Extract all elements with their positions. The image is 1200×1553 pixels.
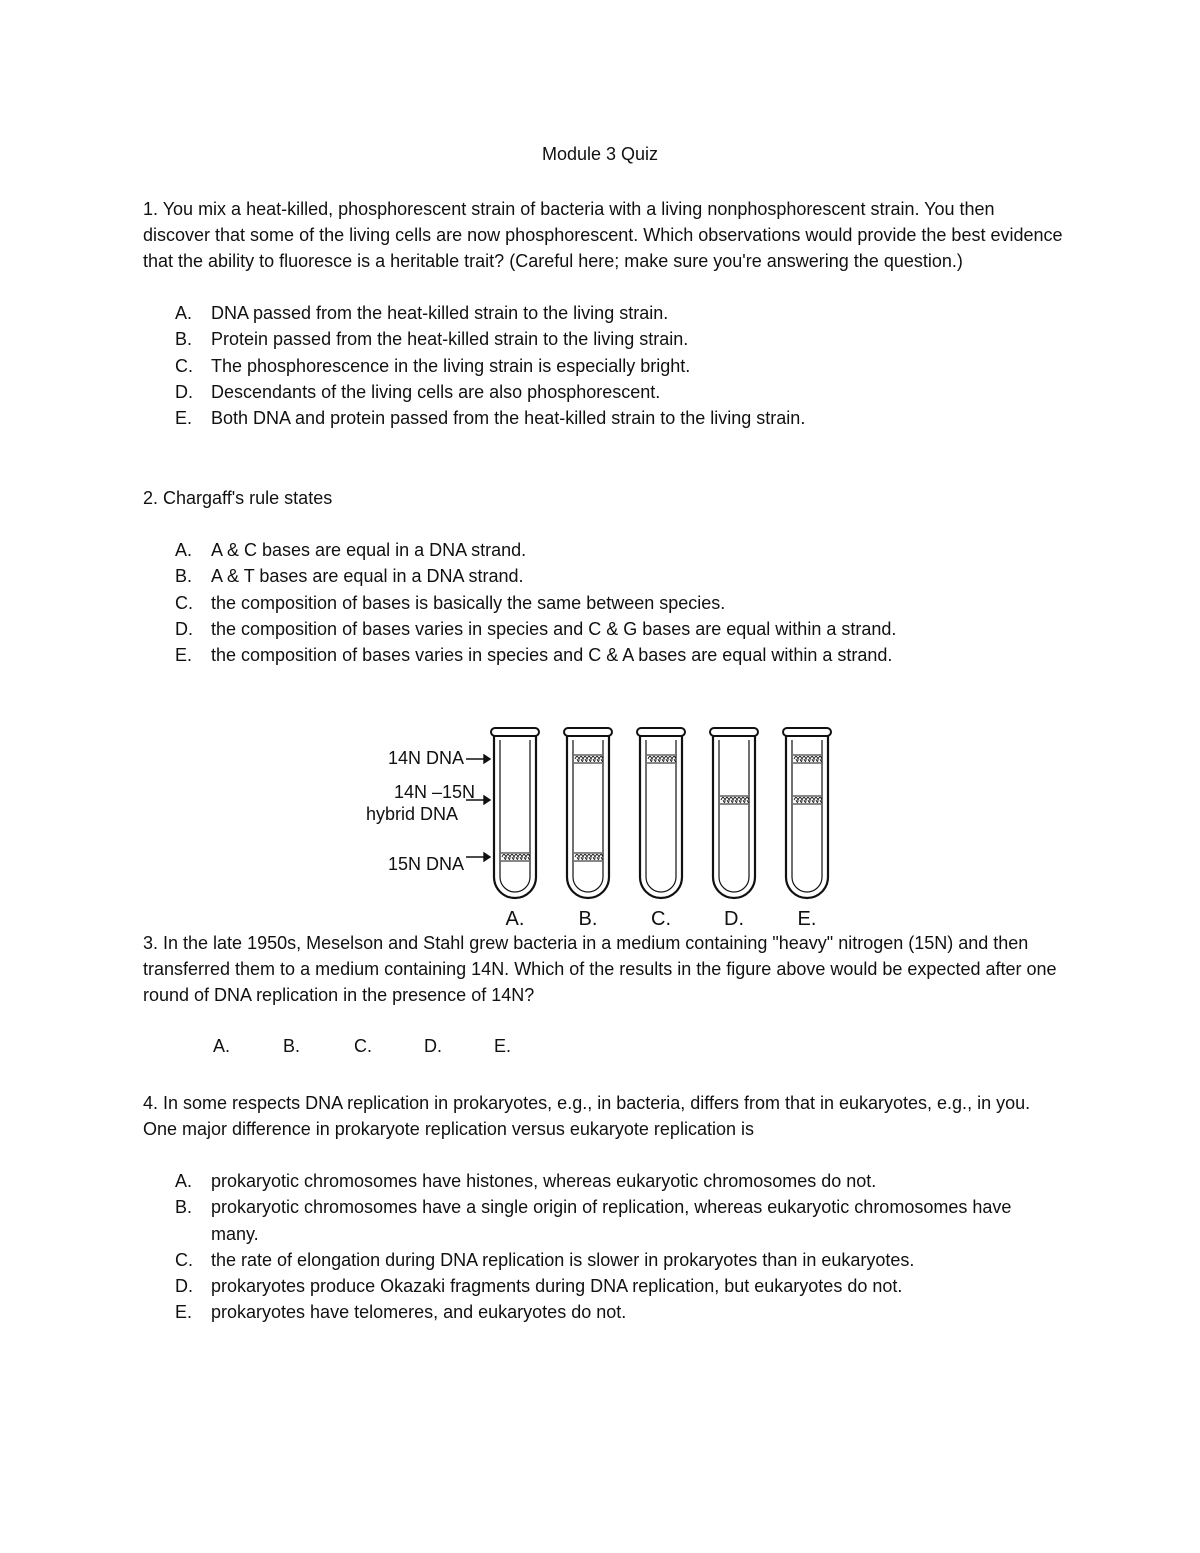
question-4-text: 4. In some respects DNA replication in prokaryotes, e.g., in bacteria, differs from that in eukaryotes, e.g., in you. One major difference in prokaryote replication versus eukaryote replication is (143, 1093, 1031, 1139)
question-4-option-d[interactable]: D. prokaryotes produce Okazaki fragments during DNA replication, but eukaryotes do not. (175, 1276, 903, 1297)
question-2-option-c[interactable]: C. the composition of bases is basically the same between species. (175, 592, 726, 613)
question-2-options (143, 537, 1063, 668)
tube-label: E. (797, 908, 817, 930)
question-4-option-b[interactable]: B. prokaryotic chromosomes have a single origin of replication, whereas eukaryotic chromosomes have many. (175, 1197, 1012, 1244)
test-tube-diagram (360, 720, 840, 930)
question-3-option-a[interactable]: A. (213, 1036, 231, 1056)
question-3-option-d[interactable]: D. (424, 1036, 442, 1056)
test-tube-a (491, 728, 539, 930)
page-title: Module 3 Quiz (541, 144, 659, 164)
tube-label: B. (578, 908, 598, 930)
question-1-option-a[interactable]: A. DNA passed from the heat-killed strain to the living strain. (175, 303, 669, 323)
question-3-options (143, 1036, 743, 1062)
dna-band-15n (501, 853, 530, 861)
question-3-option-e[interactable]: E. (494, 1036, 512, 1056)
question-4-options (143, 1168, 1063, 1326)
test-tube-d (710, 728, 758, 930)
question-1-option-c[interactable]: C. The phosphorescence in the living strain is especially bright. (175, 355, 691, 376)
arrow-15n-head (484, 853, 490, 861)
meselson-stahl-figure (360, 720, 840, 930)
question-2-text: 2. Chargaff's rule states (143, 488, 333, 508)
question-1-option-d[interactable]: D. Descendants of the living cells are also phosphorescent. (175, 381, 661, 402)
question-2-option-b[interactable]: B. A & T bases are equal in a DNA strand. (175, 566, 524, 587)
question-3-option-b[interactable]: B. (283, 1036, 301, 1056)
question-4-option-e[interactable]: E. prokaryotes have telomeres, and eukaryotes do not. (175, 1302, 627, 1323)
question-1-options (143, 300, 1063, 431)
question-4-option-c[interactable]: C. the rate of elongation during DNA replication is slower in prokaryotes than in eukaryotes. (175, 1249, 915, 1270)
question-3-option-c[interactable]: C. (354, 1036, 372, 1056)
question-2-option-a[interactable]: A. A & C bases are equal in a DNA strand. (175, 540, 527, 560)
question-3-text: 3. In the late 1950s, Meselson and Stahl grew bacteria in a medium containing "heavy" nitrogen (15N) and then transferred them to a medium containing 14N. Which of the results in the figure above would be expected after one round of DNA replication in the presence of 14N? (143, 933, 1057, 1005)
dna-band-15n (574, 853, 603, 861)
tube-label: D. (724, 908, 744, 930)
test-tube-e (783, 728, 831, 930)
question-4-option-a[interactable]: A. prokaryotic chromosomes have histones, whereas eukaryotic chromosomes do not. (175, 1171, 877, 1191)
question-2-option-d[interactable]: D. the composition of bases varies in species and C & G bases are equal within a strand. (175, 618, 897, 639)
question-1-option-b[interactable]: B. Protein passed from the heat-killed strain to the living strain. (175, 329, 689, 350)
dna-band-14n (574, 755, 603, 763)
tube-label: A. (505, 908, 525, 930)
question-2-option-e[interactable]: E. the composition of bases varies in species and C & A bases are equal within a strand. (175, 645, 893, 666)
label-hybrid-line2: hybrid DNA (366, 804, 459, 824)
question-1-text: 1. You mix a heat-killed, phosphorescent strain of bacteria with a living nonphosphorescent strain. You then discover that some of the living cells are now phosphorescent. Which observations would provide the best evidence that the ability to fluoresce is a heritable trait? (Careful here; make sure you're answering the question.) (143, 199, 1063, 271)
test-tube-c (637, 728, 685, 930)
question-1 (143, 196, 1063, 431)
question-4 (143, 1090, 1063, 1326)
question-2 (143, 485, 1063, 668)
dna-band-14n (647, 755, 676, 763)
arrow-hybrid-head (484, 796, 490, 804)
label-hybrid-line1: 14N –15N (394, 782, 476, 802)
test-tubes (491, 728, 831, 930)
question-3 (143, 930, 1063, 1008)
question-1-option-e[interactable]: E. Both DNA and protein passed from the heat-killed strain to the living strain. (175, 408, 806, 429)
label-14n-dna: 14N DNA (388, 748, 465, 768)
dna-band-hybrid (720, 796, 749, 804)
test-tube-b (564, 728, 612, 930)
dna-band-14n (793, 755, 822, 763)
tube-label: C. (651, 908, 671, 930)
label-15n-dna: 15N DNA (388, 854, 465, 874)
dna-band-hybrid (793, 796, 822, 804)
arrow-14n-head (484, 755, 490, 763)
